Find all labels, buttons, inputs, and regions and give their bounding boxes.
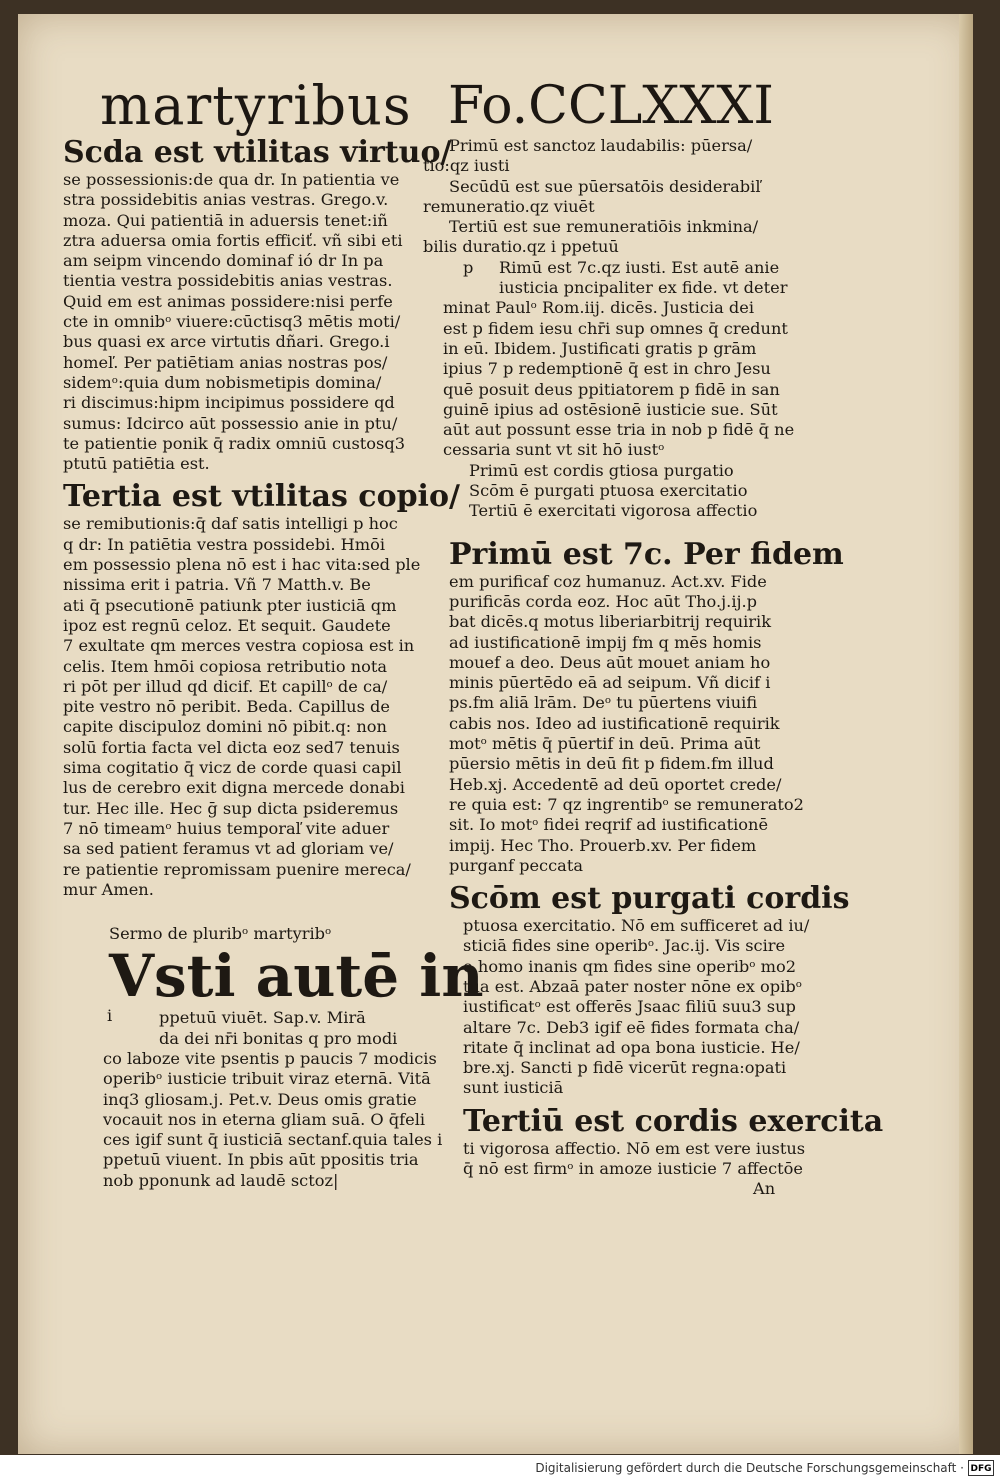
text-line: capite discipuloz domini nō pibit.q: non bbox=[63, 717, 387, 737]
text-line: sumus: Idcirco aūt possessio anie in ptu/ bbox=[63, 413, 398, 433]
text-line: sit. Io motᵒ fidei reqrif ad iustificationē bbox=[449, 815, 769, 835]
text-line: purganf peccata bbox=[449, 855, 583, 875]
text-line: iustificatᵒ est offerēs Jsaac filiū suu3 sup bbox=[463, 997, 796, 1017]
text-line: lus de cerebro exit digna mercede donabi bbox=[63, 778, 405, 798]
list-item: Tertiū ē exercitati vigorosa affectio bbox=[469, 501, 758, 521]
sermon-title: Sermo de pluribᵒ martyribᵒ bbox=[109, 924, 332, 944]
text-line: bat dicēs.q motus liberiarbitrij requirik bbox=[449, 612, 772, 632]
text-line: cabis nos. Ideo ad iustificationē requirik bbox=[449, 713, 780, 733]
text-line: ces igif sunt q̄ iusticiā sectanf.quia tales i bbox=[103, 1130, 443, 1150]
page-edge bbox=[959, 14, 973, 1454]
text-line: inq3 gliosam.j. Pet.v. Deus omis gratie bbox=[103, 1089, 417, 1109]
text-line: ti vigorosa affectio. Nō em est vere iustus bbox=[463, 1138, 806, 1158]
text-line: vocauit nos in eterna gliam suā. O q̄feli bbox=[103, 1109, 426, 1129]
text-block bbox=[423, 572, 803, 876]
text-block bbox=[63, 170, 438, 474]
text-line: mouef a deo. Deus aūt mouet aniam ho bbox=[449, 652, 771, 672]
text-line: 7 exultate qm merces vestra copiosa est in bbox=[63, 636, 415, 656]
text-line: am seipm vincendo dominaf ió dr In pa bbox=[63, 251, 384, 271]
text-line: iusticia pncipaliter ex fide. vt deter bbox=[499, 278, 788, 298]
section-heading: Scōm est purgati cordis bbox=[449, 881, 850, 917]
text-line: stra possidebitis anias vestras. Grego.v. bbox=[63, 190, 389, 210]
text-line: em purificaf coz humanuz. Act.xv. Fide bbox=[449, 571, 767, 591]
text-line: ppetuū viuent. In pbis aūt ppositis tria bbox=[103, 1150, 419, 1170]
text-line: bre.xj. Sancti p fidē vicerūt regna:opati bbox=[463, 1058, 787, 1078]
text-line: re quia est: 7 qz ingrentibᵒ se remunerato2 bbox=[449, 794, 804, 814]
text-line: nob pponunk ad laudē sctoz| bbox=[103, 1170, 339, 1190]
text-line: pite vestro nō peribit. Beda. Capillus de bbox=[63, 697, 390, 717]
text-line: ipoz est regnū celoz. Et sequit. Gaudete bbox=[63, 615, 391, 635]
text-line: 7 nō timeamᵒ huius temporaľ vite aduer bbox=[63, 818, 390, 838]
text-line: Heb.xj. Accedentē ad deū oportet crede/ bbox=[449, 774, 782, 794]
initial-letter: p bbox=[463, 257, 474, 277]
text-line: remuneratio.qz viuēt bbox=[423, 196, 595, 216]
text-line: motᵒ mētis q̄ pūertif in deū. Prima aūt bbox=[449, 734, 761, 754]
text-line: tua est. Abzaā pater noster nōne ex opibᵒ bbox=[463, 976, 802, 996]
text-line: co laboze vite psentis p paucis 7 modicis bbox=[103, 1048, 437, 1068]
list-item: Scōm ē purgati ptuosa exercitatio bbox=[469, 481, 748, 501]
text-line: da dei nr̄i bonitas q pro modi bbox=[159, 1028, 398, 1048]
text-line: ri pōt per illud qd dicif. Et capillᵒ de ca/ bbox=[63, 676, 388, 696]
text-line: ri discimus:hipm incipimus possidere qd bbox=[63, 393, 395, 413]
text-block bbox=[423, 258, 803, 461]
text-line: tio:qz iusti bbox=[423, 156, 510, 176]
section-heading: Tertia est vtilitas copio/ bbox=[63, 479, 460, 515]
section-heading: Scda est vtilitas virtuo/ bbox=[63, 135, 452, 170]
text-line: purificās corda eoz. Hoc aūt Tho.j.ij.p bbox=[449, 591, 758, 611]
text-line: Quid em est animas possidere:nisi perfe bbox=[63, 291, 393, 311]
text-line: aūt aut possunt esse tria in nob p fidē q̄ ne bbox=[443, 420, 795, 440]
text-line: altare 7c. Deb3 igif eē fides formata cha/ bbox=[463, 1017, 800, 1037]
text-block bbox=[423, 1138, 806, 1180]
text-line: se possessionis:de qua dr. In patientia ve bbox=[63, 170, 400, 189]
text-line: operibᵒ iusticie tribuit viraz eternā. Vitā bbox=[103, 1069, 431, 1089]
funding-credit: Digitalisierung gefördert durch die Deutsche Forschungsgemeinschaft · bbox=[535, 1461, 964, 1475]
list-block bbox=[423, 461, 803, 522]
section-heading: Tertiū est cordis exercita bbox=[463, 1103, 884, 1139]
text-block bbox=[63, 1006, 443, 1191]
list-item: Tertiū est sue remuneratiōis inkmina/ bbox=[449, 217, 759, 237]
text-line: impij. Hec Tho. Prouerb.xv. Per fidem bbox=[449, 835, 757, 855]
text-line: sidemᵒ:quia dum nobismetipis domina/ bbox=[63, 372, 382, 392]
text-line: q dr: In patiētia vestra possidebi. Hmōi bbox=[63, 534, 386, 554]
text-line: mur Amen. bbox=[63, 879, 154, 899]
text-line: bus quasi ex arce virtutis dñari. Grego.i bbox=[63, 332, 390, 352]
text-line: ptuosa exercitatio. Nō em sufficeret ad iu/ bbox=[463, 916, 810, 936]
text-line: em possessio plena nō est i hac vita:sed ple bbox=[63, 555, 421, 575]
text-line: pūersio mētis in deū fit p fidem.fm illud bbox=[449, 754, 774, 774]
text-line: ipius 7 p redemptionē q̄ est in chro Jesu bbox=[443, 359, 771, 379]
text-line: tur. Hec ille. Hec ḡ sup dicta psideremus bbox=[63, 798, 399, 818]
text-line: nissima erit i patria. Vñ 7 Matth.v. Be bbox=[63, 575, 371, 595]
text-line: in eū. Ibidem. Justificati gratis p grām bbox=[443, 338, 757, 358]
text-line: ptutū patiētia est. bbox=[63, 454, 210, 474]
text-line: est p fidem iesu chr̄i sup omnes q̄ credunt bbox=[443, 318, 788, 338]
text-line: te patientie ponik q̄ radix omniū custosq3 bbox=[63, 433, 406, 453]
text-line: sima cogitatio q̄ vicz de corde quasi capil bbox=[63, 758, 402, 778]
text-line: ps.fm aliā lrām. Deᵒ tu pūertens viuifi bbox=[449, 693, 758, 713]
text-line: ppetuū viuēt. Sap.v. Mirā bbox=[159, 1008, 366, 1028]
right-column bbox=[423, 136, 884, 1200]
text-line: moza. Qui patientiā in aduersis tenet:iñ bbox=[63, 210, 388, 230]
text-line: sunt iusticiā bbox=[463, 1078, 564, 1098]
book-page bbox=[18, 14, 973, 1454]
text-line: sa sed patient feramus vt ad gloriam ve/ bbox=[63, 839, 394, 859]
text-line: minis pūertēdo eā ad seipum. Vñ dicif i bbox=[449, 673, 771, 693]
folio-number: Fo.CCLXXXI bbox=[448, 76, 774, 136]
text-line: minat Paulᵒ Rom.iij. dicēs. Justicia dei bbox=[443, 298, 754, 318]
incipit-heading: Vsti autē in bbox=[109, 942, 484, 1011]
text-line: ad iustificationē impij fm q mēs homis bbox=[449, 632, 762, 652]
text-line: ati q̄ psecutionē patiunk pter iusticiā qm bbox=[63, 595, 397, 615]
text-line: celis. Item hmōi copiosa retributio nota bbox=[63, 656, 388, 676]
catchword: An bbox=[753, 1179, 776, 1199]
text-line: guinē ipius ad ostēsionē iusticie sue. Sūt bbox=[443, 399, 778, 419]
text-line: re patientie repromissam puenire mereca/ bbox=[63, 859, 411, 879]
text-line: cte in omnibᵒ viuere:cūctisq3 mētis moti/ bbox=[63, 312, 401, 332]
dfg-logo: DFG bbox=[968, 1460, 994, 1476]
text-line: solū fortia facta vel dicta eoz sed7 tenuis bbox=[63, 737, 400, 757]
text-line: cessaria sunt vt sit hō iustᵒ bbox=[443, 440, 665, 460]
list-item: Secūdū est sue pūersatōis desiderabiľ bbox=[449, 176, 761, 196]
text-line: se remibutionis:q̄ daf satis intelligi p hoc bbox=[63, 514, 398, 534]
text-block bbox=[63, 514, 438, 900]
text-line: ztra aduersa omia fortis efficiť. vñ sibi eti bbox=[63, 230, 403, 250]
text-line: tientia vestra possidebitis anias vestras. bbox=[63, 271, 393, 291]
section-heading: Primū est 7c. Per fidem bbox=[449, 536, 844, 572]
text-line: sticiā fides sine operibᵒ. Jac.ij. Vis scire bbox=[463, 936, 786, 956]
text-line: bilis duratio.qz i ppetuū bbox=[423, 237, 619, 257]
text-line: homeľ. Per patiētiam anias nostras pos/ bbox=[63, 352, 388, 372]
list-block bbox=[423, 136, 803, 258]
digitization-footer bbox=[0, 1455, 1000, 1483]
text-line: quē posuit deus ppitiatorem p fidē in san bbox=[443, 379, 780, 399]
list-item: Primū est cordis gtiosa purgatio bbox=[469, 460, 734, 480]
text-line: Rimū est 7c.qz iusti. Est autē anie bbox=[499, 257, 780, 277]
text-line: o homo inanis qm fides sine operibᵒ mo2 bbox=[463, 956, 797, 976]
initial-letter: i bbox=[107, 1006, 113, 1026]
text-block bbox=[423, 916, 810, 1099]
text-line: ritate q̄ inclinat ad opa bona iusticie. He/ bbox=[463, 1037, 800, 1057]
text-line: q̄ nō est firmᵒ in amoze iusticie 7 affectōe bbox=[463, 1159, 804, 1179]
list-item: Primū est sanctoz laudabilis: pūersa/ bbox=[449, 136, 753, 155]
running-head: martyribus bbox=[100, 74, 412, 137]
